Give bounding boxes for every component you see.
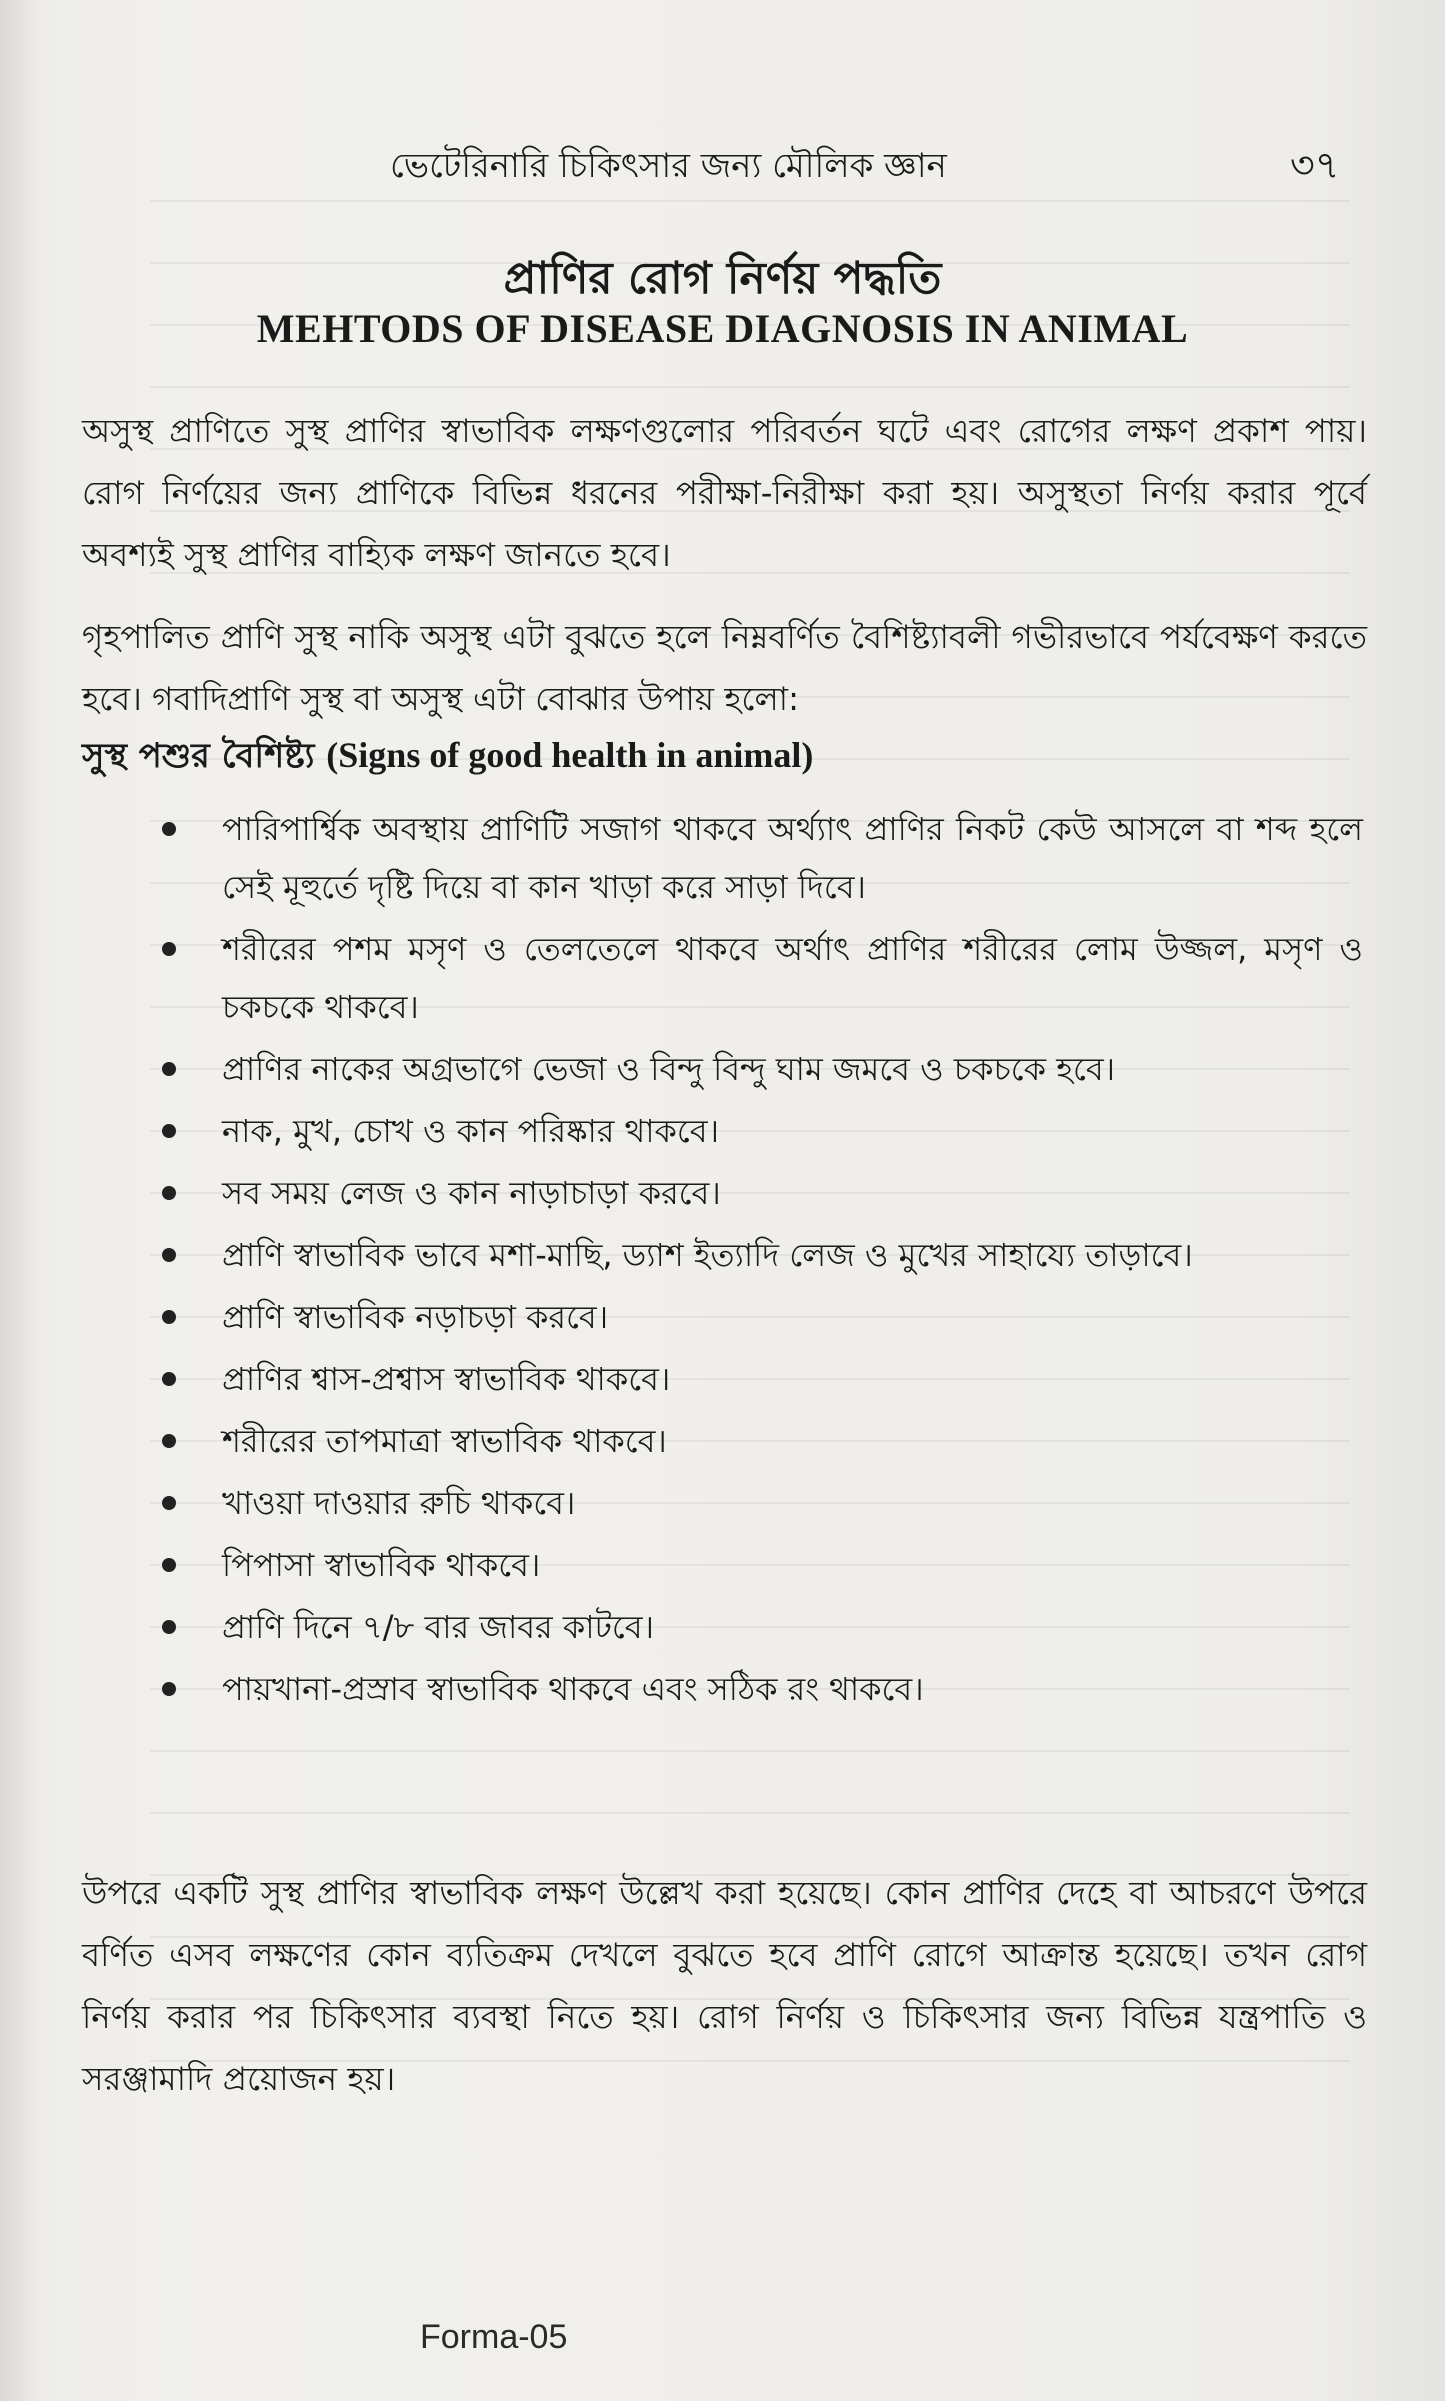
list-item-text: প্রাণি দিনে ৭/৮ বার জাবর কাটবে। (222, 1608, 655, 1646)
list-item-text: সব সময় লেজ ও কান নাড়াচাড়া করবে। (222, 1174, 721, 1212)
bullet-icon (162, 942, 176, 956)
list-item-text: পায়খানা-প্রস্রাব স্বাভাবিক থাকবে এবং সঠিক রং থাকবে। (222, 1670, 924, 1708)
signs-heading-bangla: সুস্থ পশুর বৈশিষ্ট্য (82, 736, 315, 776)
list-item (158, 1536, 1363, 1594)
list-item-text: শরীরের পশম মসৃণ ও তেলতেলে থাকবে অর্থাৎ প্রাণির শরীরের লোম উজ্জল, মসৃণ ও চকচকে থাকবে। (222, 930, 1363, 1026)
list-item-text: নাক, মুখ, চোখ ও কান পরিষ্কার থাকবে। (222, 1112, 720, 1150)
list-item (158, 1474, 1363, 1532)
chapter-title-english: MEHTODS OF DISEASE DIAGNOSIS IN ANIMAL (256, 306, 1189, 351)
list-item (158, 920, 1363, 1036)
signs-heading (82, 730, 813, 787)
list-item (158, 1660, 1363, 1718)
bullet-icon (162, 1682, 176, 1696)
list-item (158, 1412, 1363, 1470)
bullet-icon (162, 1248, 176, 1262)
list-item-text: শরীরের তাপমাত্রা স্বাভাবিক থাকবে। (222, 1422, 667, 1460)
list-item (158, 1350, 1363, 1408)
list-item (158, 1102, 1363, 1160)
bullet-icon (162, 1186, 176, 1200)
running-header: ভেটেরিনারি চিকিৎসার জন্য মৌলিক জ্ঞান (390, 146, 947, 186)
list-item (158, 1288, 1363, 1346)
list-item (158, 1164, 1363, 1222)
conclusion-paragraph: উপরে একটি সুস্থ প্রাণির স্বাভাবিক লক্ষণ উল্লেখ করা হয়েছে। কোন প্রাণির দেহে বা আচরণে উপরে বর্ণিত এসব লক্ষণের কোন ব্যতিক্রম দেখলে বুঝতে হবে প্রাণি রোগে আক্রান্ত হয়েছে। তখন রোগ নির্ণয় করার পর চিকিৎসার ব্যবস্থা নিতে হয়। রোগ নির্ণয় ও চিকিৎসার জন্য বিভিন্ন যন্ত্রপাতি ও সরঞ্জামাদি প্রয়োজন হয়। (82, 1874, 1367, 2098)
bullet-icon (162, 1310, 176, 1324)
list-item (158, 1040, 1363, 1098)
bullet-icon (162, 1124, 176, 1138)
forma-label: Forma-05 (420, 2318, 568, 2356)
bullet-icon (162, 1372, 176, 1386)
page-number: ৩৭ (1290, 143, 1340, 187)
signs-list (158, 800, 1363, 1722)
list-item-text: খাওয়া দাওয়ার রুচি থাকবে। (222, 1484, 576, 1522)
list-item-text: পারিপার্শ্বিক অবস্থায় প্রাণিটি সজাগ থাকবে অর্থ্যাৎ প্রাণির নিকট কেউ আসলে বা শব্দ হলে সেই মূহুর্তে দৃষ্টি দিয়ে বা কান খাড়া করে সাড়া দিবে। (222, 810, 1363, 906)
bullet-icon (162, 822, 176, 836)
observation-paragraph: গৃহপালিত প্রাণি সুস্থ নাকি অসুস্থ এটা বুঝতে হলে নিম্নবর্ণিত বৈশিষ্ট্যাবলী গভীরভাবে পর্যবেক্ষণ করতে হবে। গবাদিপ্রাণি সুস্থ বা অসুস্থ এটা বোঝার উপায় হলো: (82, 618, 1367, 718)
list-item-text: প্রাণির নাকের অগ্রভাগে ভেজা ও বিন্দু বিন্দু ঘাম জমবে ও চকচকে হবে। (222, 1050, 1116, 1088)
list-item (158, 1598, 1363, 1656)
list-item-text: প্রাণি স্বাভাবিক নড়াচড়া করবে। (222, 1298, 609, 1336)
list-item-text: প্রাণি স্বাভাবিক ভাবে মশা-মাছি, ড্যাশ ইত্যাদি লেজ ও মুখের সাহায্যে তাড়াবে। (222, 1236, 1193, 1274)
bullet-icon (162, 1434, 176, 1448)
bullet-icon (162, 1558, 176, 1572)
intro-paragraph: অসুস্থ প্রাণিতে সুস্থ প্রাণির স্বাভাবিক লক্ষণগুলোর পরিবর্তন ঘটে এবং রোগের লক্ষণ প্রকাশ পায়। রোগ নির্ণয়ের জন্য প্রাণিকে বিভিন্ন ধরনের পরীক্ষা-নিরীক্ষা করা হয়। অসুস্থতা নির্ণয় করার পূর্বে অবশ্যই সুস্থ প্রাণির বাহ্যিক লক্ষণ জানতে হবে। (82, 412, 1367, 574)
list-item-text: প্রাণির শ্বাস-প্রশ্বাস স্বাভাবিক থাকবে। (222, 1360, 671, 1398)
bullet-icon (162, 1496, 176, 1510)
list-item-text: পিপাসা স্বাভাবিক থাকবে। (222, 1546, 541, 1584)
list-item (158, 800, 1363, 916)
list-item (158, 1226, 1363, 1284)
bullet-icon (162, 1620, 176, 1634)
chapter-title-bangla: প্রাণির রোগ নির্ণয় পদ্ধতি (503, 253, 942, 304)
signs-heading-english: (Signs of good health in animal) (326, 735, 814, 775)
bullet-icon (162, 1062, 176, 1076)
